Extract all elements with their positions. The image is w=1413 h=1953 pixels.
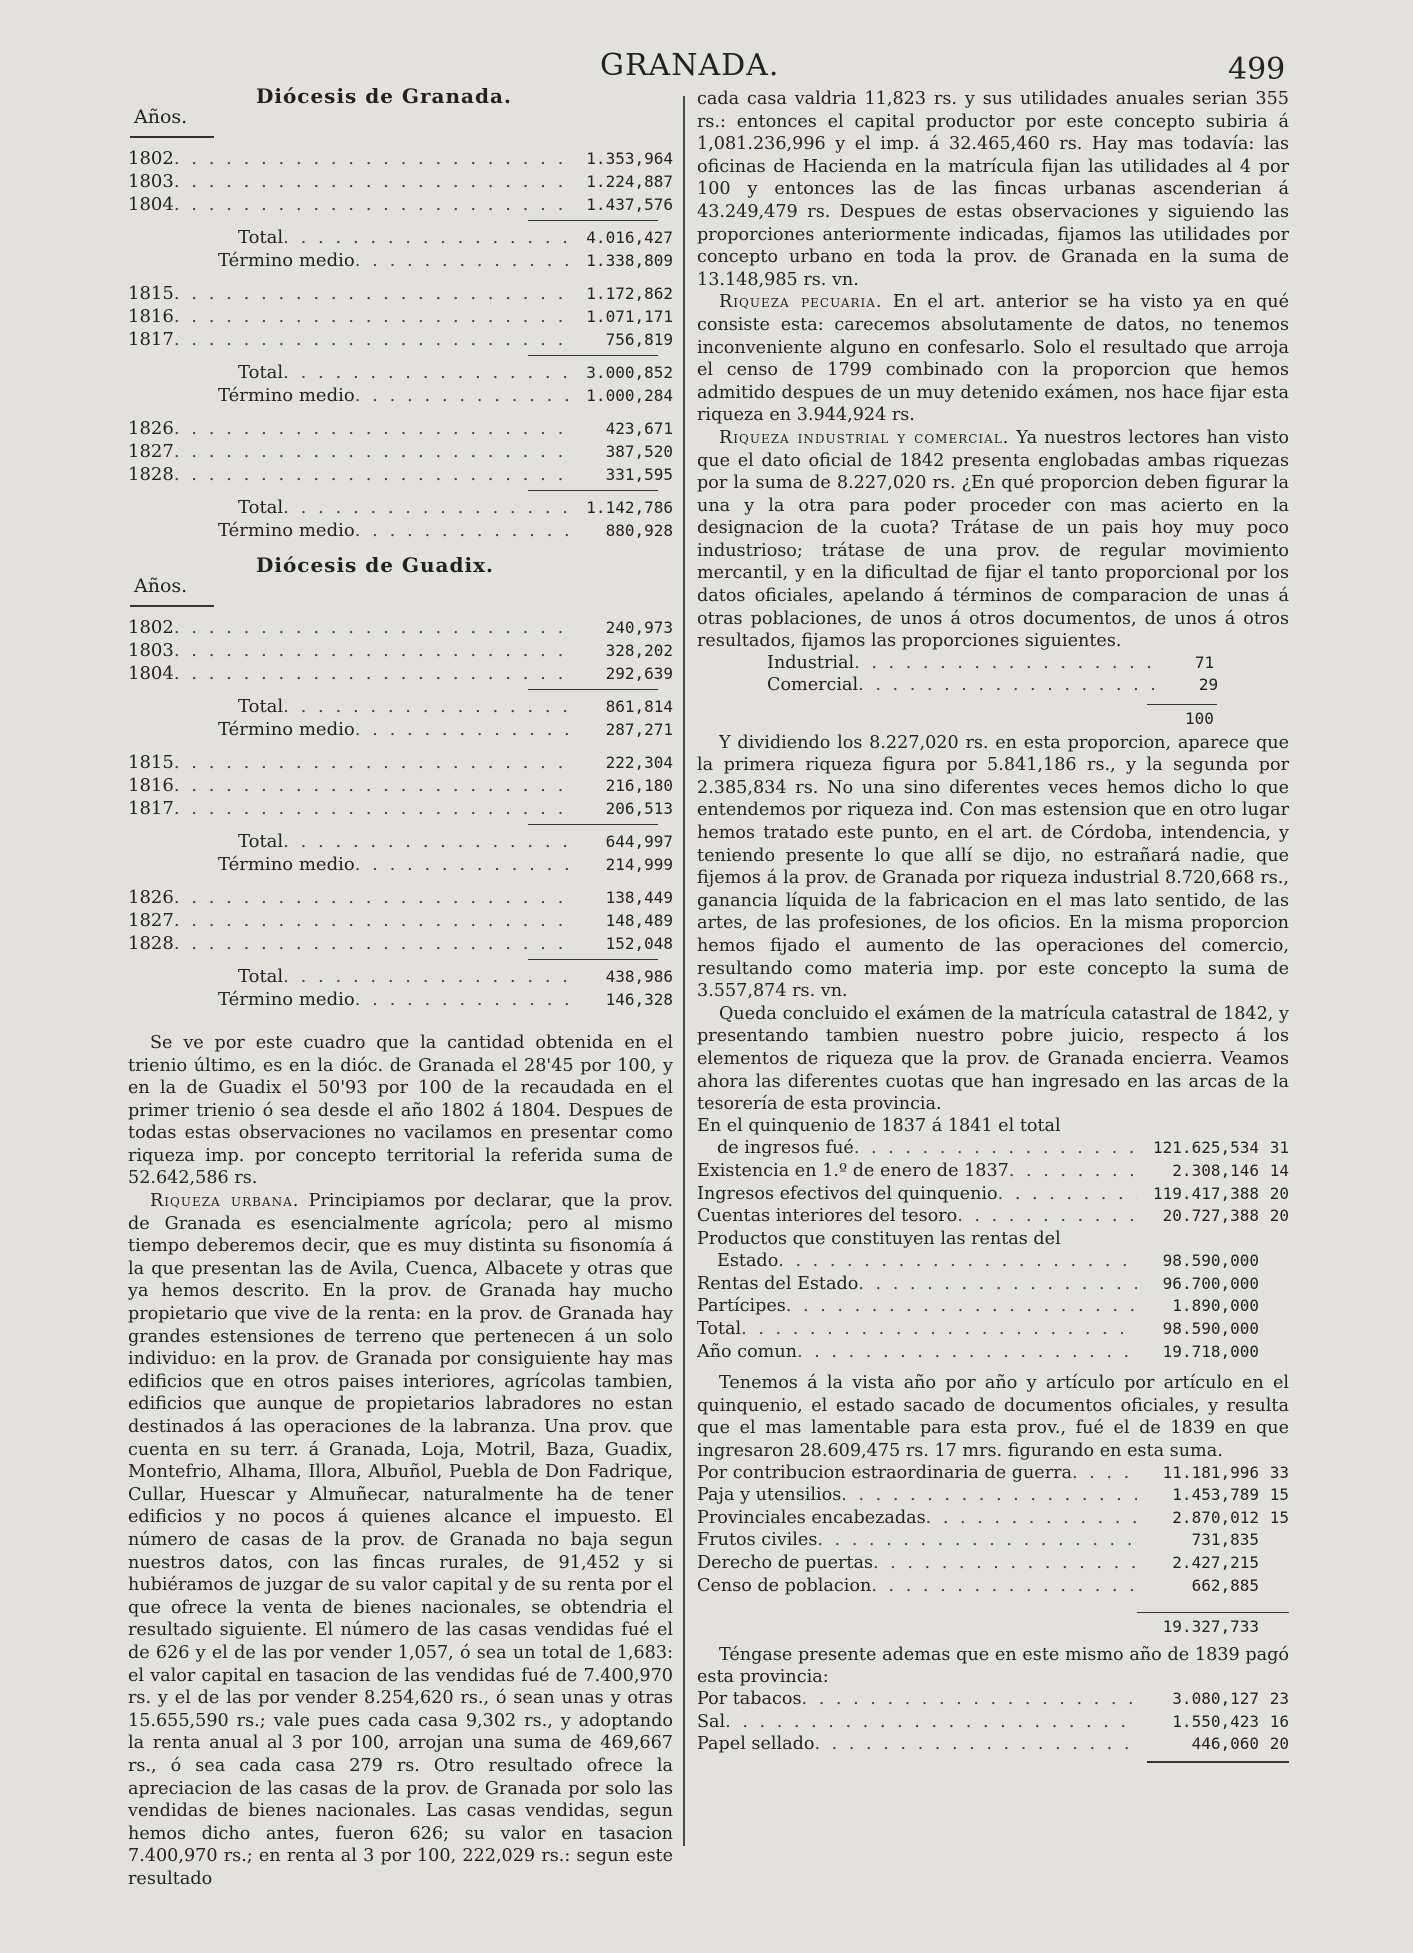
year-label: 1828: [128, 932, 174, 954]
leader-dots: [817, 1530, 1137, 1550]
year-value: 222,304: [605, 752, 673, 772]
leader-dots: [174, 329, 575, 350]
sum-rule: [1147, 704, 1217, 705]
year-value: 240,973: [605, 617, 673, 637]
ledger-amount: 121.625,534: [1153, 1138, 1259, 1158]
ledger-amount: 96.700,000: [1162, 1273, 1259, 1293]
year-row: [128, 464, 673, 487]
leader-dots: [797, 1342, 1137, 1362]
year-row: [128, 933, 673, 956]
paragraph: Queda concluido el exámen de la matrícula catastral de 1842, y presentando tambien nuestro pobre juicio, respecto á los elementos de riqueza que la prov. de Granada encierra. Veamos ahora las diferentes cuotas que han ingresado en las arcas de la tesorería de esta provincia.: [697, 1003, 1289, 1115]
ledger-cents: 23: [1269, 1688, 1289, 1708]
leader-dots: [174, 798, 575, 819]
ledger-cents: 20: [1269, 1206, 1289, 1226]
mean-label: Término medio: [218, 719, 355, 741]
year-label: 1815: [128, 282, 174, 304]
paragraph-riqueza-industrial: Riqueza industrial y comercial. Ya nuestros lectores han visto que el dato oficial de 1842 presenta englobadas ambas riquezas por la suma de 8.227,020 rs. ¿En qué proporcion deben figurar la una y la otra para poder proceder con mas acierto en la designacion de la cuota? Trátase de un pais hoy muy poco industrioso; trátase de una prov. de regular movimiento mercantil, y en la dificultad de fijar el tanto proporcional por los datos oficiales, apelando á términos de comparacion de unas á otras poblaciones, de unos á otros documentos, de unos á otros resultados, fijamos las proporciones siguientes.: [697, 427, 1289, 652]
ledger-label: Por contribucion estraordinaria de guerra: [697, 1462, 1073, 1483]
group-gap: [128, 543, 673, 553]
ledger-sub-intro: Productos que constituyen las rentas del: [697, 1228, 1061, 1249]
group-gap: [128, 877, 673, 887]
total-label: Total: [238, 831, 284, 853]
leader-dots: [283, 966, 575, 987]
year-value: 206,513: [605, 798, 673, 818]
total-value: 644,997: [605, 832, 673, 852]
leader-dots: [725, 1712, 1137, 1732]
leader-dots: [957, 1206, 1137, 1226]
year-value: 1.172,862: [586, 283, 673, 303]
ledger-label: Censo de poblacion: [697, 1575, 872, 1596]
ledger-amount: 11.181,996: [1162, 1462, 1259, 1482]
leader-dots: [283, 831, 575, 852]
section-head: Riqueza pecuaria.: [719, 292, 883, 313]
ledger-amount: 98.590,000: [1162, 1251, 1259, 1271]
ledger-label: Papel sellado: [697, 1734, 815, 1755]
leader-dots: [355, 520, 575, 541]
proportion-value: 71: [1194, 652, 1215, 672]
end-rule: [1147, 1761, 1289, 1763]
total-row: [128, 696, 673, 719]
leader-dots: [1072, 1463, 1137, 1483]
leader-dots: [355, 854, 575, 875]
ledger-1839-total: 19.327,733: [1162, 1617, 1259, 1637]
leader-dots: [283, 227, 575, 248]
leader-dots: [283, 362, 575, 383]
year-label: 1827: [128, 909, 174, 931]
leader-dots: [741, 1319, 1137, 1339]
mean-row: [128, 719, 673, 742]
year-row: [128, 640, 673, 663]
ledger-row: [697, 1138, 1289, 1161]
sum-rule: [528, 490, 658, 491]
sum-rule: [528, 959, 658, 960]
leader-dots: [174, 910, 575, 931]
diocese-name: Diócesis de Granada.: [256, 84, 512, 108]
total-row: [128, 966, 673, 989]
total-label: Total: [238, 696, 284, 718]
leader-dots: [998, 1184, 1137, 1204]
leader-dots: [174, 283, 575, 304]
proportions-table: [697, 653, 1289, 698]
page-number: 499: [1228, 52, 1286, 87]
year-label: 1804: [128, 662, 174, 684]
ledger-amount: 1.550,423: [1172, 1711, 1259, 1731]
leader-dots: [174, 752, 575, 773]
column-divider: [683, 96, 685, 1846]
year-row: [128, 775, 673, 798]
ledger-amount: 2.427,215: [1172, 1553, 1259, 1572]
leader-dots: [174, 617, 575, 638]
running-head: GRANADA.: [600, 48, 780, 83]
mean-value: 1.338,809: [586, 251, 673, 271]
diocese-heading: [128, 552, 673, 597]
year-row: [128, 306, 673, 329]
leader-dots: [174, 194, 575, 215]
total-row: [128, 362, 673, 385]
diocese-table-guadix: [128, 553, 673, 1022]
year-label: 1826: [128, 886, 174, 908]
mean-label: Término medio: [218, 385, 355, 407]
ledger-cents: 15: [1269, 1485, 1289, 1505]
mean-row: [128, 520, 673, 543]
total-value: 861,814: [605, 697, 673, 717]
ledger-label: Rentas del Estado: [697, 1273, 859, 1294]
ledger-amount: 662,885: [1191, 1575, 1259, 1595]
ledger-row: [697, 1463, 1289, 1486]
leader-dots: [355, 719, 575, 740]
leader-dots: [854, 1138, 1137, 1158]
sum-rule: [528, 220, 658, 221]
year-label: 1803: [128, 170, 174, 192]
year-label: 1802: [128, 616, 174, 638]
mean-value: 287,271: [605, 720, 673, 740]
ledger-row: [697, 1689, 1289, 1712]
year-label: 1817: [128, 797, 174, 819]
year-value: 148,489: [605, 910, 673, 930]
leader-dots: [841, 1485, 1137, 1505]
year-value: 1.353,964: [586, 149, 673, 168]
year-value: 756,819: [605, 329, 673, 349]
proportion-label: Comercial: [767, 675, 859, 696]
total-label: Total: [238, 966, 284, 988]
proportion-label: Industrial: [767, 652, 855, 673]
year-label: 1816: [128, 305, 174, 327]
ledger-amount: 98.590,000: [1162, 1319, 1259, 1339]
mean-label: Término medio: [218, 854, 355, 876]
ledger-cents: 20: [1269, 1734, 1289, 1754]
ledger-label: de ingresos fué: [717, 1138, 854, 1159]
leader-dots: [778, 1251, 1137, 1271]
leader-dots: [174, 775, 575, 796]
year-row: [128, 752, 673, 775]
ledger-label: Existencia en 1.º de enero de 1837: [697, 1160, 1009, 1181]
header-rule: [130, 136, 214, 138]
sum-rule: [1137, 1612, 1289, 1613]
year-label: 1802: [128, 148, 174, 169]
ledger-label: Total: [697, 1319, 742, 1340]
mean-value: 146,328: [605, 990, 673, 1010]
ledger-row: [697, 1342, 1289, 1365]
ledger-rentas: [697, 1251, 1289, 1364]
year-row: [128, 171, 673, 194]
years-label: Años.: [134, 574, 188, 597]
year-label: 1815: [128, 751, 174, 773]
year-value: 1.071,171: [586, 306, 673, 326]
ledger-row: [697, 1734, 1289, 1757]
mean-row: [128, 854, 673, 877]
left-column: [128, 84, 673, 1890]
ledger-row: [697, 1296, 1289, 1319]
group-gap: [128, 408, 673, 418]
group-gap: [128, 1012, 673, 1022]
year-label: 1816: [128, 774, 174, 796]
total-value: 3.000,852: [586, 363, 673, 383]
total-row: [128, 497, 673, 520]
leader-dots: [355, 250, 575, 271]
leader-dots: [858, 1274, 1137, 1294]
total-label: Total: [238, 362, 284, 384]
year-label: 1826: [128, 417, 174, 439]
ledger-1839-total-row: [697, 1617, 1289, 1640]
mean-row: [128, 385, 673, 408]
year-row: [128, 663, 673, 686]
year-row: [128, 887, 673, 910]
ledger-row: [697, 1530, 1289, 1553]
paragraph: Téngase presente ademas que en este mismo año de 1839 pagó esta provincia:: [697, 1644, 1289, 1688]
ledger-row: [697, 1712, 1289, 1735]
ledger-row: [697, 1485, 1289, 1508]
ledger-label: Derecho de puertas: [697, 1553, 873, 1573]
year-value: 328,202: [605, 640, 673, 660]
ledger-row: [697, 1576, 1289, 1599]
year-value: 292,639: [605, 663, 673, 683]
leader-dots: [174, 171, 575, 192]
mean-label: Término medio: [218, 250, 355, 272]
mean-label: Término medio: [218, 989, 355, 1011]
leader-dots: [802, 1689, 1137, 1709]
leader-dots: [174, 464, 575, 485]
total-value: 438,986: [605, 967, 673, 987]
ledger-cents: 33: [1269, 1462, 1289, 1482]
ledger-amount: 1.453,789: [1172, 1485, 1259, 1505]
year-row: [128, 194, 673, 217]
ledger-quinquenio: [697, 1138, 1289, 1228]
ledger-amount: 2.308,146: [1172, 1160, 1259, 1180]
paragraph-riqueza-urbana: Riqueza urbana. Principiamos por declarar, que la prov. de Granada es esencialmente agrícola; pero al mismo tiempo deberemos decir, que es muy distinta su fisonomía á la que presentan las de Avila, Cuenca, Albacete y otras que ya hemos descrito. En la prov. de Granada hay mucho propietario que vive de la renta: en la prov. de Granada hay grandes estensiones de terreno que pertenecen á un solo individuo: en la prov. de Granada por consiguiente hay mas edificios que en otros paises interiores, agrícolas tambien, edificios que aunque de propietarios labradores no estan destinados á las operaciones de la labranza. Una prov. que cuenta en su terr. á Granada, Loja, Motril, Baza, Guadix, Montefrio, Alhama, Illora, Albuñol, Puebla de Don Fadrique, Cullar, Huescar y Almuñecar, naturalmente ha de tener edificios y no pocos á quienes alcance el impuesto. El número de casas de la prov. de Granada no baja segun nuestros datos, con las fincas rurales, de 91,452 y si hubiéramos de juzgar de su valor capital y de su renta por el que ofrece la venta de bienes nacionales, se obtendria el resultado siguiente. El número de las casas vendidas fué el de 626 y el de las por vender 1,057, ó sea un total de 1,683: el valor capital en tasacion de las vendidas fué de 7.400,970 rs. y el de las por vender 8.254,620 rs., ó sean unas y otras 15.655,590 rs.; vale pues cada casa 9,302 rs., y adoptando la renta anual al 3 por 100, arrojan una suma de 469,667 rs., ó sea cada casa 279 rs. Otro resultado ofrece la apreciacion de las casas de la prov. de Granada por solo las vendidas de bienes nacionales. Las casas vendidas, segun hemos dicho antes, fueron 626; su valor en tasacion 7.400,970 rs.; en renta al 3 por 100, 222,029 rs.: segun este resultado: [128, 1191, 673, 1889]
proportions-total-row: [697, 709, 1289, 732]
ledger-label: Por tabacos: [697, 1688, 802, 1709]
leader-dots: [174, 933, 575, 954]
total-value: 1.142,786: [586, 498, 673, 518]
total-label: Total: [238, 497, 284, 519]
ledger-label: Año comun: [697, 1341, 798, 1362]
year-label: 1804: [128, 193, 174, 215]
ledger-row: [697, 1161, 1289, 1184]
mean-value: 880,928: [605, 521, 673, 541]
leader-dots: [871, 1576, 1137, 1596]
sum-rule: [528, 824, 658, 825]
ledger-amount: 2.870,012: [1172, 1507, 1259, 1527]
ledger-row: [697, 1251, 1289, 1274]
ledger-amount: 20.727,388: [1162, 1206, 1259, 1226]
ledger-row: [697, 1184, 1289, 1207]
ledger-label: Provinciales encabezadas: [697, 1507, 926, 1528]
ledger-row: [697, 1319, 1289, 1342]
year-value: 1.224,887: [586, 171, 673, 191]
ledger-cents: 20: [1269, 1183, 1289, 1203]
year-row: [128, 418, 673, 441]
leader-dots: [854, 653, 1154, 673]
paragraph-riqueza-pecuaria: Riqueza pecuaria. En el art. anterior se ha visto ya en qué consiste esta: carecemos absolutamente de datos, no tenemos inconveniente alguno en confesarlo. Solo el resultado que arroja el censo de 1799 combinado con la proporcion que hemos admitido despues de un muy detenido exámen, nos hace fijar esta riqueza en 3.944,924 rs.: [697, 292, 1289, 426]
leader-dots: [1009, 1161, 1137, 1181]
section-head: Riqueza industrial y comercial.: [719, 427, 1010, 448]
total-value: 4.016,427: [586, 228, 673, 248]
ledger-amount: 19.718,000: [1162, 1341, 1259, 1361]
ledger-amount: 731,835: [1191, 1530, 1259, 1550]
ledger-cents: 16: [1269, 1711, 1289, 1731]
proportion-row: [697, 675, 1237, 698]
ledger-label: Paja y utensilios: [697, 1485, 842, 1506]
year-label: 1803: [128, 639, 174, 661]
total-row: [128, 227, 673, 250]
ledger-label: Frutos civiles: [697, 1530, 818, 1551]
year-value: 387,520: [605, 441, 673, 461]
ledger-amount: 1.890,000: [1172, 1296, 1259, 1316]
year-value: 423,671: [605, 418, 673, 438]
group-gap: [128, 742, 673, 752]
ledger-row: [697, 1274, 1289, 1297]
year-row: [128, 617, 673, 640]
leader-dots: [786, 1296, 1137, 1316]
leader-dots: [283, 497, 575, 518]
right-column: [697, 88, 1289, 1763]
leader-dots: [174, 640, 575, 661]
ledger-cents: 14: [1269, 1160, 1289, 1180]
year-row: [128, 283, 673, 306]
proportion-row: [697, 653, 1237, 676]
mean-value: 1.000,284: [586, 386, 673, 406]
year-label: 1828: [128, 463, 174, 485]
leader-dots: [283, 696, 575, 717]
sum-rule: [528, 689, 658, 690]
proportion-value: 29: [1198, 675, 1219, 695]
leader-dots: [926, 1508, 1137, 1528]
ledger-row: [697, 1508, 1289, 1531]
mean-value: 214,999: [605, 855, 673, 875]
proportions-total: 100: [1185, 709, 1214, 729]
year-label: 1827: [128, 440, 174, 462]
total-label: Total: [238, 227, 284, 249]
ledger-amount: 446,060: [1191, 1734, 1259, 1754]
paragraph: cada casa valdria 11,823 rs. y sus utilidades anuales serian 355 rs.: entonces el capital productor por este concepto subiria á 1,081.236,996 y el imp. á 32.465,460 rs. Hay mas todavía: las oficinas de Hacienda en la matrícula fijan las utilidades al 4 por 100 y entonces las de las fincas urbanas ascenderian á 43.249,479 rs. Despues de estas observaciones y siguiendo las proporciones anteriormente indicadas, fijamos las utilidades por concepto urbano en toda la prov. de Granada en la suma de 13.148,985 rs. vn.: [697, 89, 1289, 290]
leader-dots: [355, 989, 575, 1010]
year-row: [128, 441, 673, 464]
leader-dots: [355, 385, 575, 406]
year-label: 1817: [128, 328, 174, 350]
header-rule: [130, 605, 214, 607]
ledger-amount: 119.417,388: [1153, 1183, 1259, 1203]
ledger-cents: 31: [1269, 1138, 1289, 1158]
year-value: 331,595: [605, 464, 673, 484]
section-head: Riqueza urbana.: [150, 1191, 300, 1212]
leader-dots: [174, 887, 575, 908]
mean-label: Término medio: [218, 520, 355, 542]
leader-dots: [858, 675, 1158, 695]
mean-row: [128, 989, 673, 1012]
year-row: [128, 329, 673, 352]
year-value: 152,048: [605, 933, 673, 953]
leader-dots: [174, 148, 575, 169]
ledger-label: Estado: [717, 1251, 779, 1272]
ledger-cents: 15: [1269, 1507, 1289, 1527]
year-value: 1.437,576: [586, 194, 673, 214]
leader-dots: [873, 1553, 1137, 1573]
leader-dots: [814, 1734, 1137, 1754]
mean-row: [128, 250, 673, 273]
ledger-amount: 3.080,127: [1172, 1688, 1259, 1708]
year-value: 216,180: [605, 775, 673, 795]
year-row: [128, 798, 673, 821]
ledger-label: Cuentas interiores del tesoro: [697, 1206, 958, 1227]
years-label: Años.: [134, 106, 188, 128]
ledger-label: Sal: [697, 1711, 726, 1732]
leader-dots: [174, 418, 575, 439]
ledger-row: [697, 1206, 1289, 1229]
paragraph: Tenemos á la vista año por año y artículo por artículo en el quinquenio, el estado sacado de documentos oficiales, y resulta que el mas lamentable para esta prov., fué el de 1839 en que ingresaron 28.609,475 rs. 17 mrs. figurando en esta suma.: [697, 1373, 1289, 1462]
year-row: [128, 148, 673, 171]
paragraph: Se ve por este cuadro que la cantidad obtenida en el trienio último, es en la dióc. de Granada el 28'45 por 100, y en la de Guadix el 50'93 por 100 de la recaudada en el primer trienio ó sea desde el año 1802 á 1804. Despues de todas estas observaciones no vacilamos en presentar como riqueza imp. por concepto territorial la referida suma de 52.642,586 rs.: [128, 1032, 673, 1189]
ledger-label: Ingresos efectivos del quinquenio: [697, 1183, 998, 1204]
sum-rule: [528, 355, 658, 356]
leader-dots: [174, 663, 575, 684]
diocese-table-granada: [128, 84, 673, 553]
paragraph: Y dividiendo los 8.227,020 rs. en esta proporcion, aparece que la primera riqueza figura por 5.841,186 rs., y la segunda por 2.385,834 rs. No una sino diferentes veces hemos dicho lo que entendemos por riqueza ind. Con mas estension que en otro lugar hemos tratado este punto, en el art. de Córdoba, intendencia, y teniendo presente lo que allí se dijo, no estrañará nadie, que fijemos á la prov. de Granada por riqueza industrial 8.720,668 rs., ganancia líquida de la fabricacion en el mas lato sentido, de las artes, de las profesiones, de los oficios. En la misma proporcion hemos fijado el aumento de las operaciones del comercio, resultando como materia imp. por este concepto la suma de 3.557,874 rs. vn.: [697, 732, 1289, 1002]
ledger-other: [697, 1689, 1289, 1757]
ledger-1839: [697, 1463, 1289, 1599]
diocese-name: Diócesis de Guadix.: [256, 552, 494, 577]
ledger-row: [697, 1553, 1289, 1576]
group-gap: [128, 273, 673, 283]
ledger-intro: En el quinquenio de 1837 á 1841 el total: [697, 1115, 1061, 1136]
year-row: [128, 910, 673, 933]
year-value: 138,449: [605, 887, 673, 907]
leader-dots: [174, 306, 575, 327]
ledger-label: Partícipes: [697, 1296, 786, 1317]
diocese-heading: [128, 84, 673, 128]
total-row: [128, 831, 673, 854]
leader-dots: [174, 441, 575, 462]
